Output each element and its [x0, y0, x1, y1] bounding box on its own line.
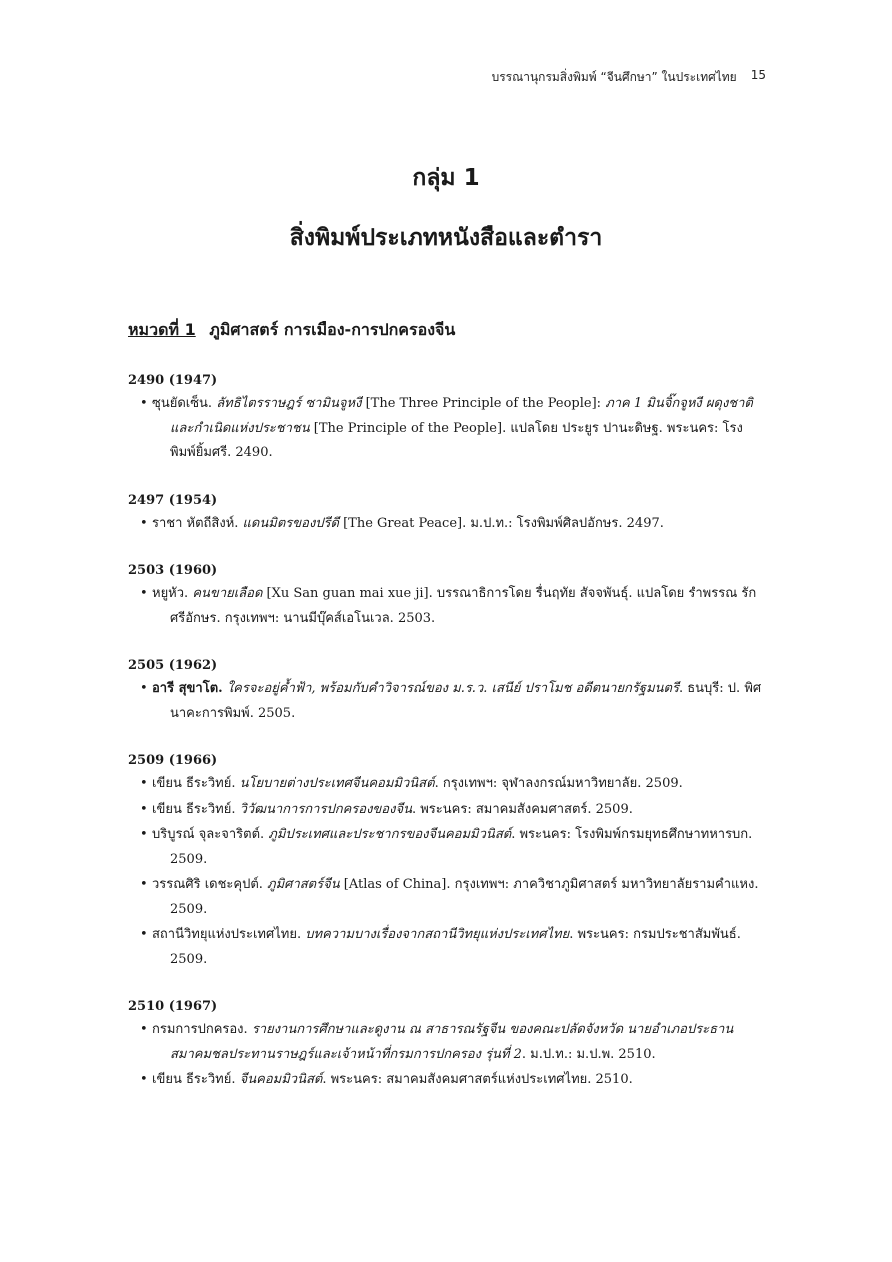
entry-author: สถานีวิทยุแห่งประเทศไทย.	[152, 927, 302, 942]
bibliography-entry	[128, 923, 768, 972]
entry-list	[128, 392, 768, 466]
year-heading: 2505 (1962)	[128, 658, 218, 673]
bibliography-content	[128, 318, 768, 1120]
bibliography-entry	[128, 798, 768, 823]
bullet-icon: •	[140, 586, 148, 601]
entry-details: [Xu San guan mai xue ji]. บรรณาธิการโดย รื่นฤทัย สัจจพันธุ์. แปลโดย รำพรรณ รักศรีอักษร. กรุงเทพฯ: นานมีบุ๊คส์เอโนเวล. 2503.	[170, 586, 757, 626]
entry-author: วรรณศิริ เดชะคุปต์.	[152, 877, 263, 892]
entry-title: วิวัฒนาการการปกครองของจีน	[239, 801, 412, 817]
entry-author: กรมการปกครอง.	[152, 1022, 248, 1037]
bullet-icon: •	[140, 801, 148, 817]
part-title: กลุ่ม 1	[412, 165, 480, 191]
year-heading: 2503 (1960)	[128, 563, 218, 578]
entry-title: บทความบางเรื่องจากสถานีวิทยุแห่งประเทศไทย	[305, 927, 570, 942]
entry-details: . พระนคร: สมาคมสังคมศาสตร์แห่งประเทศไทย. 2510.	[322, 1072, 633, 1087]
entry-list	[128, 677, 768, 726]
bullet-icon: •	[140, 515, 148, 531]
entry-title: คนขายเลือด	[192, 586, 263, 601]
entry-title: ใครจะอยู่ค้ำฟ้า, พร้อมกับคำวิจารณ์ของ ม.ร.ว. เสนีย์ ปราโมช อดีตนายกรัฐมนตรี	[226, 681, 679, 696]
entry-author: เขียน ธีระวิทย์.	[152, 801, 236, 817]
chapter-title: ภูมิศาสตร์ การเมือง-การปกครองจีน	[209, 320, 456, 339]
entry-details: . ม.ป.ท.: ม.ป.พ. 2510.	[521, 1046, 656, 1062]
entry-author: อารี สุขาโต.	[152, 681, 223, 696]
entry-details: [Atlas of China]. กรุงเทพฯ: ภาควิชาภูมิศาสตร์ มหาวิทยาลัยรามคำแหง. 2509.	[170, 877, 759, 917]
entry-list	[128, 772, 768, 972]
bullet-icon: •	[140, 827, 148, 842]
entry-author: เขียน ธีระวิทย์.	[152, 776, 236, 791]
bibliography-entry	[128, 1068, 768, 1093]
bullet-icon: •	[140, 877, 148, 892]
entry-author: ซุนยัดเซ็น.	[152, 396, 213, 411]
bullet-icon: •	[140, 1022, 148, 1037]
bibliography-entry	[128, 1018, 768, 1067]
entry-subtitle: ภาค 1 มินจิ๊กจูหงี ผดุงชาติและกำเนิดแห่งประชาชน	[170, 396, 753, 436]
entry-title: ภูมิประเทศและประชากรของจีนคอมมิวนิสต์	[268, 827, 512, 842]
entry-details: . พระนคร: กรมประชาสัมพันธ์. 2509.	[170, 927, 741, 967]
bullet-icon: •	[140, 927, 148, 942]
entry-title: ภูมิศาสตร์จีน	[267, 877, 340, 892]
bibliography-entry	[128, 823, 768, 872]
part-subtitle: สิ่งพิมพ์ประเภทหนังสือและตำรา	[289, 225, 603, 251]
entry-details: . กรุงเทพฯ: จุฬาลงกรณ์มหาวิทยาลัย. 2509.	[434, 776, 683, 791]
entry-title: รายงานการศึกษาและดูงาน ณ สาธารณรัฐจีน ของคณะปลัดจังหวัด นายอำเภอประธานสมาคมชลประทานราษฎร์และเจ้าหน้าที่กรมการปกครอง รุ่นที่ 2	[170, 1022, 734, 1062]
entry-title: ลัทธิไตรราษฎร์ ซามินจูหงี	[216, 396, 362, 411]
year-heading: 2510 (1967)	[128, 999, 218, 1014]
bullet-icon: •	[140, 776, 148, 791]
bibliography-entry	[128, 772, 768, 797]
entry-details: [The Three Principle of the People]:	[365, 396, 606, 411]
bibliography-entry	[128, 677, 768, 726]
entry-title: นโยบายต่างประเทศจีนคอมมิวนิสต์	[239, 776, 435, 791]
year-heading: 2509 (1966)	[128, 753, 218, 768]
entry-list	[128, 1018, 768, 1093]
entry-author: บริบูรณ์ จุละจาริตต์.	[152, 827, 265, 842]
year-heading: 2497 (1954)	[128, 492, 218, 508]
year-groups	[128, 373, 768, 1093]
bullet-icon: •	[140, 396, 148, 411]
entry-list	[128, 512, 768, 537]
entry-details: . พระนคร: โรงพิมพ์กรมยุทธศึกษาทหารบก. 2509.	[170, 827, 753, 867]
entry-title: แดนมิตรของปรีดี	[242, 515, 339, 531]
entry-details-2: [The Principle of the People]. แปลโดย ประยูร ปานะดิษฐ. พระนคร: โรงพิมพ์ยิ้มศรี. 2490.	[170, 420, 743, 460]
bibliography-entry	[128, 392, 768, 466]
bullet-icon: •	[140, 1072, 148, 1087]
entry-author: หยูหัว.	[152, 586, 189, 601]
entry-author: เขียน ธีระวิทย์.	[152, 1072, 236, 1087]
chapter-heading	[128, 318, 768, 343]
page-number: 15	[750, 68, 766, 82]
bibliography-entry	[128, 873, 768, 922]
bibliography-entry	[128, 582, 768, 631]
entry-details: . ธนบุรี: ป. พิศนาคะการพิมพ์. 2505.	[170, 681, 762, 721]
entry-list	[128, 582, 768, 631]
entry-details: . พระนคร: สมาคมสังคมศาสตร์. 2509.	[411, 801, 633, 817]
entry-title: จีนคอมมิวนิสต์	[239, 1072, 323, 1087]
chapter-label: หมวดที่ 1	[128, 320, 196, 339]
bullet-icon: •	[140, 681, 148, 696]
running-head-title: บรรณานุกรมสิ่งพิมพ์ “จีนศึกษา” ในประเทศไทย	[491, 70, 737, 84]
bibliography-entry	[128, 512, 768, 537]
entry-author: ราชา หัตถีสิงห์.	[152, 515, 239, 531]
entry-details: [The Great Peace]. ม.ป.ท.: โรงพิมพ์ศิลปอักษร. 2497.	[343, 515, 664, 531]
year-heading: 2490 (1947)	[128, 373, 218, 388]
running-head	[492, 68, 766, 87]
